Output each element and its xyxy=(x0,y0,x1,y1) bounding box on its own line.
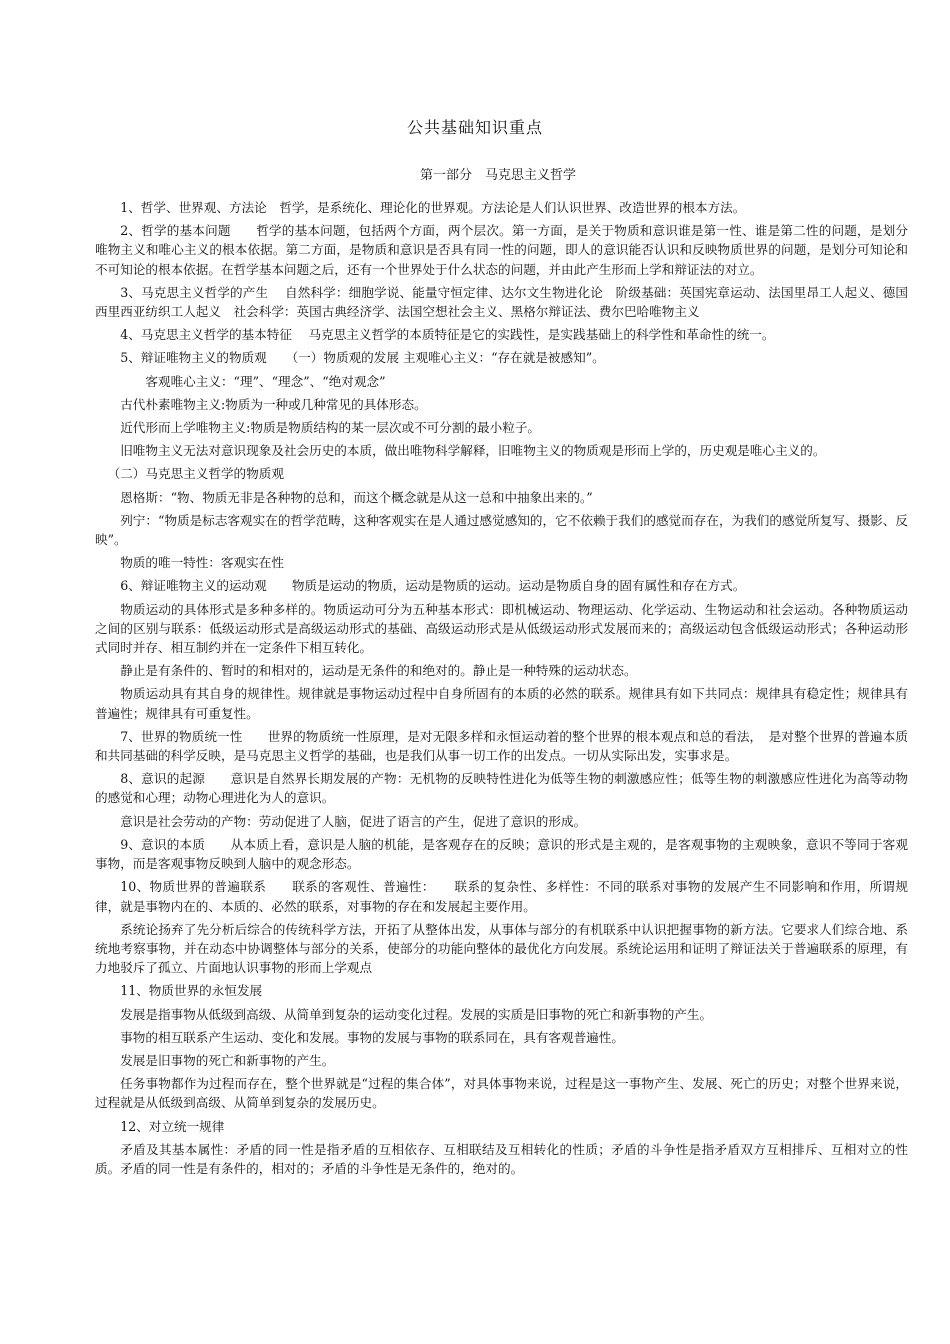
document-body xyxy=(95,198,908,1182)
body-paragraph: 12、对立统一规律 xyxy=(120,1118,225,1134)
body-paragraph: 静止是有条件的、暂时的和相对的，运动是无条件的和绝对的。静止是一种特殊的运动状态。 xyxy=(120,663,637,679)
body-paragraph: 任务事物都作为过程而存在，整个世界就是“过程的集合体”，对具体事物来说，过程是这一事物产生、发展、死亡的历史；对整个世界来说，过程就是从低级到高级、从简单到复杂的发展历史。 xyxy=(95,1076,908,1111)
body-paragraph: 客观唯心主义：“理”、“理念”、“绝对观念” xyxy=(145,373,386,389)
body-paragraph: （二）马克思主义哲学的物质观 xyxy=(107,466,284,482)
body-paragraph: 1、哲学、世界观、方法论 哲学，是系统化、理论化的世界观。方法论是人们认识世界、改造世界的根本方法。 xyxy=(120,200,746,215)
section-heading: 第一部分 马克思主义哲学 xyxy=(420,168,577,183)
document-title: 公共基础知识重点 xyxy=(406,118,543,137)
body-paragraph: 发展是旧事物的死亡和新事物的产生。 xyxy=(120,1052,335,1068)
body-paragraph: 事物的相互联系产生运动、变化和发展。事物的发展与事物的联系同在，具有客观普遍性。 xyxy=(120,1029,624,1045)
body-paragraph: 意识是社会劳动的产物：劳动促进了人脑，促进了语言的产生，促进了意识的形成。 xyxy=(120,813,587,829)
body-paragraph: 2、哲学的基本问题 哲学的基本问题，包括两个方面，两个层次。第一方面，是关于物质和意识谁是第一性、谁是第二性的问题，是划分唯物主义和唯心主义的根本依据。第二方面，是物质和意识是否具有同一性的问题，即人的意识能否认识和反映物质世界的问题，是划分可知论和不可知论的根本依据。在哲学基本问题之后，还有一个世界处于什么状态的问题，并由此产生形而上学和辩证法的对立。 xyxy=(95,223,908,277)
body-paragraph: 物质运动的具体形式是多种多样的。物质运动可分为五种基本形式：即机械运动、物理运动、化学运动、生物运动和社会运动。各种物质运动之间的区别与联系：低级运动形式是高级运动形式的基础、高级运动形式是从低级运动形式发展而来的；高级运动包含低级运动形式；各种运动形式同时并存、相互制约并在一定条件下相互转化。 xyxy=(95,601,908,656)
body-paragraph: 发展是指事物从低级到高级、从简单到复杂的运动变化过程。发展的实质是旧事物的死亡和新事物的产生。 xyxy=(120,1006,713,1022)
body-paragraph: 旧唯物主义无法对意识现象及社会历史的本质，做出唯物科学解释，旧唯物主义的物质观是形而上学的，历史观是唯心主义的。 xyxy=(120,443,826,459)
body-paragraph: 11、物质世界的永恒发展 xyxy=(120,983,263,999)
body-paragraph: 物质的唯一特性：客观实在性 xyxy=(120,555,284,571)
body-paragraph: 6、辩证唯物主义的运动观 物质是运动的物质，运动是物质的运动。运动是物质自身的固有属性和存在方式。 xyxy=(120,578,746,594)
body-paragraph: 矛盾及其基本属性：矛盾的同一性是指矛盾的互相依存、互相联结及互相转化的性质；矛盾的斗争性是指矛盾双方互相排斥、互相对立的性质。矛盾的同一性是有条件的，相对的；矛盾的斗争性是无条件的，绝对的。 xyxy=(95,1141,908,1176)
body-paragraph: 8、意识的起源 意识是自然界长期发展的产物：无机物的反映特性进化为低等生物的刺激感应性；低等生物的刺激感应性进化为高等动物的感觉和心理；动物心理进化为人的意识。 xyxy=(95,771,908,806)
body-paragraph: 10、物质世界的普遍联系 联系的客观性、普遍性： 联系的复杂性、多样性：不同的联系对事物的发展产生不同影响和作用，所谓规律，就是事物内在的、本质的、必然的联系，对事物的存在和发展起主要作用。 xyxy=(95,879,908,914)
body-paragraph: 古代朴素唯物主义:物质为一种或几种常见的具体形态。 xyxy=(120,396,427,412)
body-paragraph: 恩格斯：“物、物质无非是各种物的总和，而这个概念就是从这一总和中抽象出来的。” xyxy=(120,489,593,505)
body-paragraph: 4、马克思主义哲学的基本特征 马克思主义哲学的本质特征是它的实践性，是实践基础上的科学性和革命性的统一。 xyxy=(120,327,775,343)
body-paragraph: 5、辩证唯物主义的物质观 （一）物质观的发展 主观唯心主义：“存在就是被感知”。 xyxy=(120,350,605,366)
body-paragraph: 物质运动具有其自身的规律性。规律就是事物运动过程中自身所固有的本质的必然的联系。规律具有如下共同点：规律具有稳定性；规律具有普遍性；规律具有可重复性。 xyxy=(95,686,908,721)
body-paragraph: 系统论扬弃了先分析后综合的传统科学方法，开拓了从整体出发，从事体与部分的有机联系中认识把握事物的新方法。它要求人们综合地、系统地考察事物，并在动态中协调整体与部分的关系，使部分的功能向整体的最优化方向发展。系统论运用和证明了辩证法关于普遍联系的原理，有力地驳斥了孤立、片面地认识事物的形而上学观点 xyxy=(95,921,908,976)
body-paragraph: 9、意识的本质 从本质上看，意识是人脑的机能，是客观存在的反映；意识的形式是主观的，是客观事物的主观映象，意识不等同于客观事物，而是客观事物反映到人脑中的观念形态。 xyxy=(95,836,908,872)
body-paragraph: 列宁：“物质是标志客观实在的哲学范畴，这种客观实在是人通过感觉感知的，它不依赖于我们的感觉而存在，为我们的感觉所复写、摄影、反映”。 xyxy=(95,512,908,548)
body-paragraph: 3、马克思主义哲学的产生 自然科学：细胞学说、能量守恒定律、达尔文生物进化论 阶级基础：英国宪章运动、法国里昂工人起义、德国西里西亚纺织工人起义 社会科学：英国古典经济学、法国空想社会主义、黑格尔辩证法、费尔巴哈唯物主义 xyxy=(95,284,908,320)
body-paragraph: 7、世界的物质统一性 世界的物质统一性原理，是对无限多样和永恒运动着的整个世界的根本观点和总的看法， 是对整个世界的普遍本质和共同基础的科学反映，是马克思主义哲学的基础，也是我们从事一切工作的出发点。一切从实际出发，实事求是。 xyxy=(95,728,908,764)
body-paragraph: 近代形而上学唯物主义:物质是物质结构的某一层次或不可分割的最小粒子。 xyxy=(120,420,541,436)
